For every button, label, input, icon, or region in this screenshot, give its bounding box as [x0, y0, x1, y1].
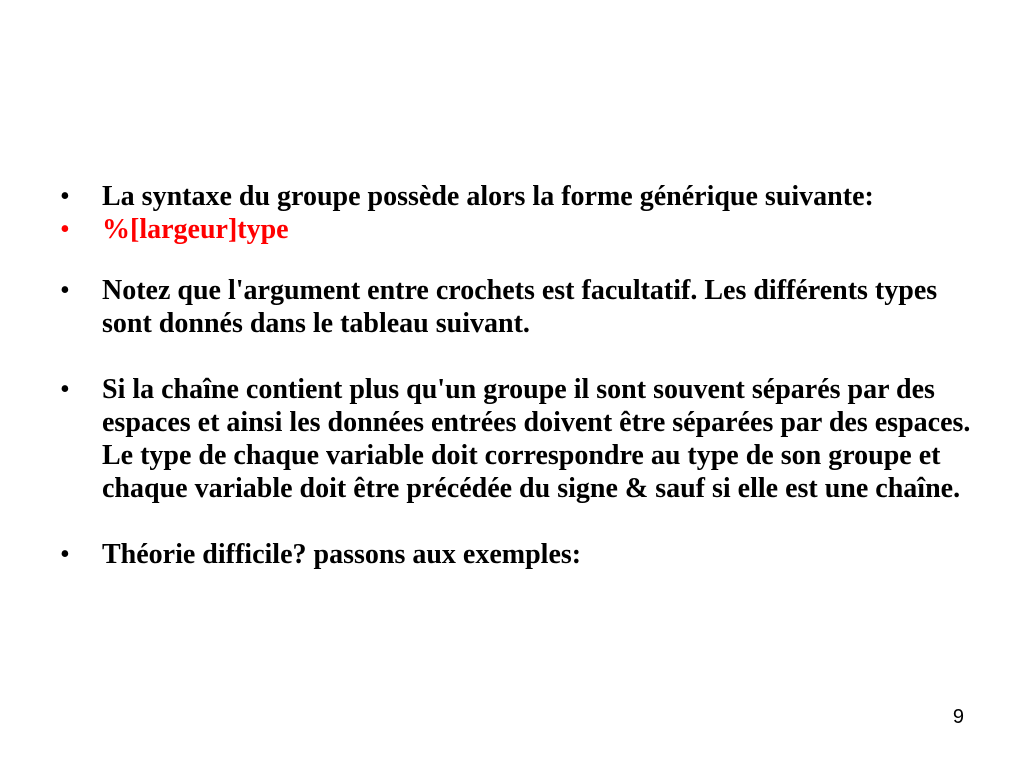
bullet-marker: •: [60, 539, 70, 570]
bullet-marker: •: [60, 214, 70, 245]
bullet-list: [58, 180, 988, 571]
bullet-text: Si la chaîne contient plus qu'un groupe il sont souvent séparés par des espaces et ainsi les données entrées doivent être séparées par des espaces. Le type de chaque variable doit correspondre au type de son groupe et chaque variable doit être précédée du signe & sauf si elle est une chaîne.: [102, 374, 971, 504]
bullet-text: %[largeur]type: [102, 214, 289, 245]
bullet-text: Notez que l'argument entre crochets est facultatif. Les différents types sont donnés dans le tableau suivant.: [102, 275, 938, 339]
bullet-marker: •: [60, 181, 70, 212]
bullet-item-examples: [58, 538, 988, 571]
bullet-item-multiple-groups: [58, 373, 988, 505]
bullet-text: La syntaxe du groupe possède alors la forme générique suivante:: [102, 181, 874, 212]
page-number: 9: [952, 706, 964, 728]
bullet-item-note: [58, 274, 988, 340]
bullet-marker: •: [60, 374, 70, 405]
bullet-item-format: [58, 213, 988, 246]
bullet-item-syntax: [58, 180, 988, 213]
bullet-text: Théorie difficile? passons aux exemples:: [102, 539, 582, 570]
bullet-marker: •: [60, 275, 70, 306]
